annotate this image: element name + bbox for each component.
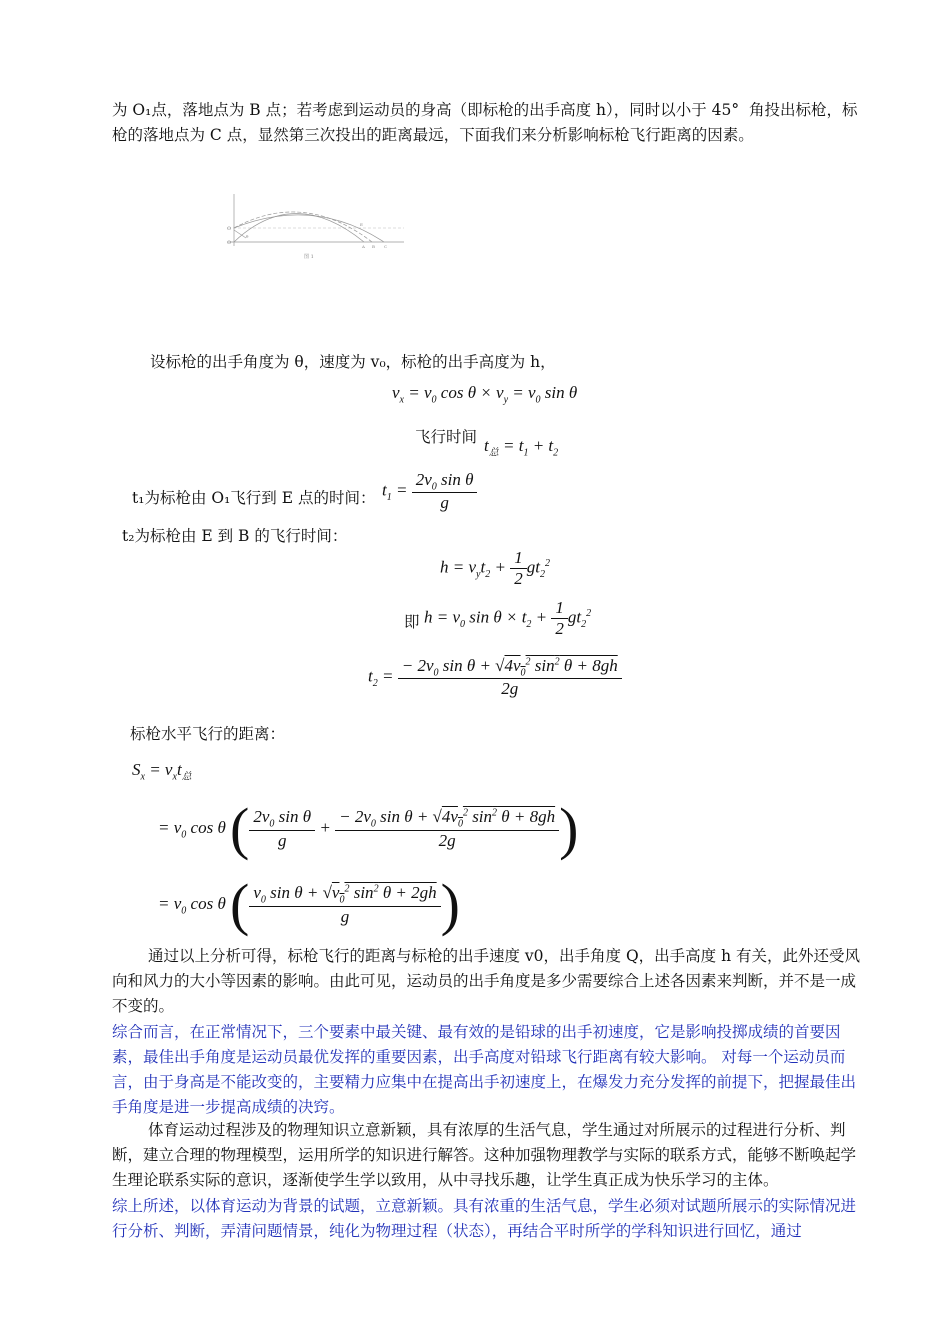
summary-paragraph: 综合而言，在正常情况下，三个要素中最关键、最有效的是铅球的出手初速度，它是影响投掷成绩的首要因素，最佳出手角度是运动员最优发挥的重要因素，出手高度对铅球飞行距离有较大影响。 对每一个运动员而言，由于身高是不能改变的，主要精力应集中在提高出手初速度上，在爆发力充分发挥的前提下，把握最佳出手角度是进一步提高成绩的决窍。	[112, 1023, 857, 1116]
figure-label-b: B	[372, 244, 375, 249]
distance-formula: $S_x = v_xt_总$	[132, 760, 192, 783]
horizontal-distance-label: 标枪水平飞行的距离：	[130, 725, 286, 743]
height-expanded-equation: $h = v_0$ $\sin \theta \times t_2$ + $\frac{1}{2}$ $gt_2^2$	[424, 598, 592, 638]
figure-label-a: A	[362, 244, 365, 249]
setup-text: 设标枪的出手角度为 θ，速度为 v₀，标枪的出手高度为 h，	[150, 353, 556, 371]
intro-paragraph: 为 O₁点，落地点为 B 点；若考虑到运动员的身高（即标枪的出手高度 h），同时以小于 45° 角投出标枪，标枪的落地点为 C 点，显然第三次投出的距离最远，下面我们来分析影响标枪飞行距离的因素。	[112, 101, 858, 144]
t1-label: t₁为标枪由 O₁飞行到 E 点的时间：	[132, 489, 376, 507]
total-time-formula: $t_总 = t_1 + t_2$	[484, 436, 559, 459]
distance-expanded-2: = $v_0$ cos θ ( $\frac{v_0 \sin \theta + √v_0^2 \sin^2 \theta + 2gh}{g}$ )	[158, 872, 460, 937]
t2-label: t₂为标枪由 E 到 B 的飞行时间：	[122, 527, 348, 545]
figure-label-c: C	[384, 244, 388, 249]
analysis-paragraph: 通过以上分析可得，标枪飞行的距离与标枪的出手速度 v0，出手角度 Q，出手高度 h 有关，此外还受风向和风力的大小等因素的影响。由此可见，运动员的出手角度是多少需要综合上述各因素来判断，并不是一成不变的。	[112, 947, 861, 1015]
height-equation: $h = v_yt_2$ + $\frac{1}{2}$ $gt_2^2$	[440, 548, 550, 588]
velocity-components: $v_x = v_0$ $\cos \theta \times v_y = v_0$ sin θ	[392, 383, 578, 406]
conclusion-paragraph: 综上所述，以体育运动为背景的试题，立意新颖。具有浓重的生活气息，学生必须对试题所展示的实际情况进行分析、判断，弄清问题情景，纯化为物理过程（状态），再结合平时所学的学科知识进行回忆，通过	[112, 1197, 857, 1240]
sports-physics-paragraph: 体育运动过程涉及的物理知识立意新颖，具有浓厚的生活气息，学生通过对所展示的过程进行分析、判断，建立合理的物理模型，运用所学的知识进行解答。这种加强物理教学与实际的联系方式，能够不断唤起学生理论联系实际的意识，逐渐使学生学以致用，从中寻找乐趣，让学生真正成为快乐学习的主体。	[112, 1121, 857, 1189]
figure-label-o: O	[227, 240, 232, 246]
flight-time-label: 飞行时间	[415, 428, 478, 446]
t2-formula: $t_2$ = $\frac{- 2v_0 \sin \theta + √4v_0^2 \sin^2 \theta + 8gh}{2g}$	[368, 656, 622, 699]
t1-formula: $t_1$ = $\frac{2v_0 \sin \theta}{g}$	[382, 470, 477, 513]
figure-label-o1: O	[227, 226, 232, 232]
ji-label: 即	[404, 613, 420, 631]
figure-label-e: E	[360, 222, 363, 227]
trajectory-figure	[224, 190, 410, 262]
figure-caption: 图 1	[304, 254, 314, 260]
figure-label-theta: θ	[246, 234, 249, 239]
distance-expanded-1: = $v_0$ cos θ ( $\frac{2v_0 \sin \theta}{g}$ + $\frac{- 2v_0 \sin \theta + √4v_0^2 \sin^2 \theta + 8gh}{2g}$ )	[158, 796, 579, 861]
